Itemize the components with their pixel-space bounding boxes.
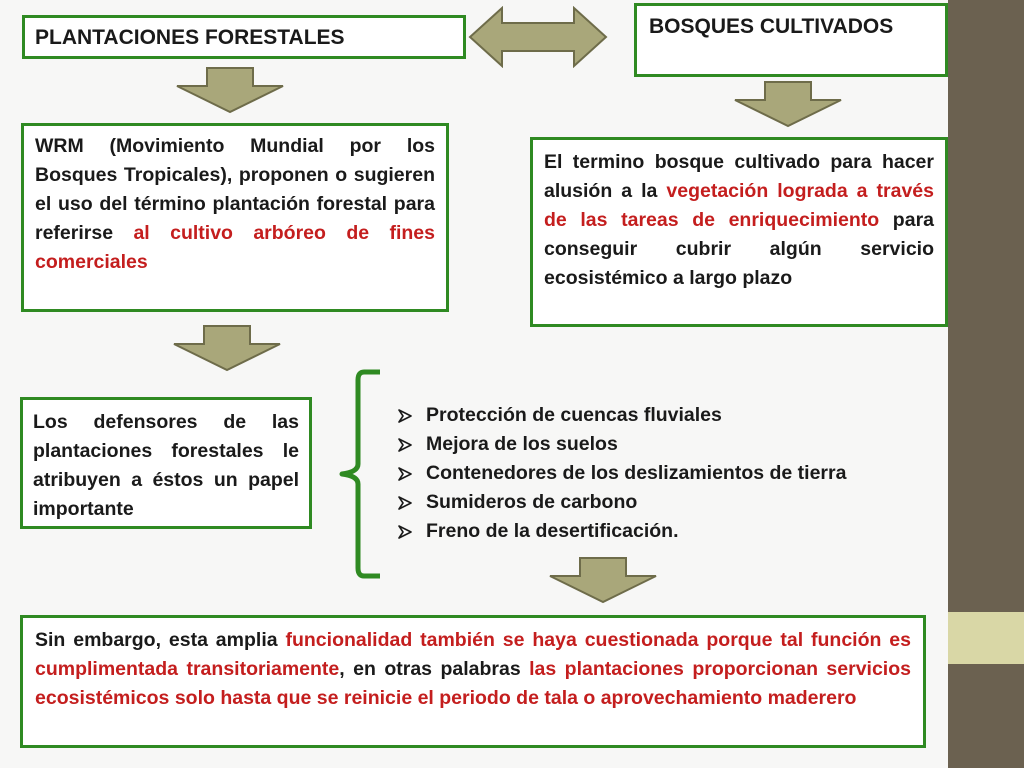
curly-brace-icon	[336, 368, 386, 580]
conclusion-highlight-2: las plantaciones proporcionan servicios ecosistémicos solo hasta que se reinicie el periodo de tala o aprovechamiento maderero	[35, 658, 911, 709]
bosque-cultivado-definition-box	[530, 137, 948, 327]
arrow-bullet-icon	[398, 438, 412, 452]
conclusion-box	[20, 615, 926, 748]
cultivado-text-2: para conseguir cubrir algún servicio ecosistémico a largo plazo	[544, 209, 934, 289]
sidebar-accent-band	[948, 612, 1024, 664]
down-arrow-icon	[548, 556, 658, 604]
conclusion-text-2: , en otras palabras	[339, 658, 530, 680]
list-item	[396, 488, 956, 517]
down-arrow-icon	[172, 324, 282, 372]
arrow-bullet-icon	[398, 525, 412, 539]
conclusion-highlight-1: funcionalidad también se haya cuestionada porque tal función es cumplimentada transitoriamente	[35, 629, 911, 680]
conclusion-text-1: Sin embargo, esta amplia	[35, 629, 286, 651]
wrm-definition-box	[21, 123, 449, 312]
title-right-text: BOSQUES CULTIVADOS	[649, 15, 894, 38]
list-item	[396, 517, 956, 546]
double-arrow-icon	[468, 6, 608, 68]
list-item	[396, 401, 956, 430]
bullet-text: Contenedores de los deslizamientos de tierra	[426, 462, 847, 484]
defensores-box	[20, 397, 312, 529]
wrm-text: WRM (Movimiento Mundial por los Bosques Tropicales), proponen o sugieren el uso del término plantación forestal para referirse	[35, 135, 435, 244]
bullet-text: Protección de cuencas fluviales	[426, 404, 722, 426]
arrow-bullet-icon	[398, 409, 412, 423]
down-arrow-icon	[175, 66, 285, 114]
arrow-bullet-icon	[398, 496, 412, 510]
benefits-list	[396, 401, 956, 546]
down-arrow-icon	[733, 80, 843, 128]
title-left-text: PLANTACIONES FORESTALES	[35, 26, 345, 49]
title-plantaciones-forestales	[22, 15, 466, 59]
list-item	[396, 459, 956, 488]
arrow-bullet-icon	[398, 467, 412, 481]
bullet-text: Mejora de los suelos	[426, 433, 618, 455]
bullet-text: Freno de la desertificación.	[426, 520, 679, 542]
list-item	[396, 430, 956, 459]
cultivado-highlight: vegetación lograda a través de las tareas de enriquecimiento	[544, 180, 934, 231]
bullet-text: Sumideros de carbono	[426, 491, 638, 513]
title-bosques-cultivados	[634, 3, 948, 77]
defensores-text: Los defensores de las plantaciones forestales le atribuyen a éstos un papel importante	[33, 411, 299, 520]
cultivado-text-1: El termino bosque cultivado para hacer alusión a la	[544, 151, 934, 202]
wrm-highlight: al cultivo arbóreo de fines comerciales	[35, 222, 435, 273]
